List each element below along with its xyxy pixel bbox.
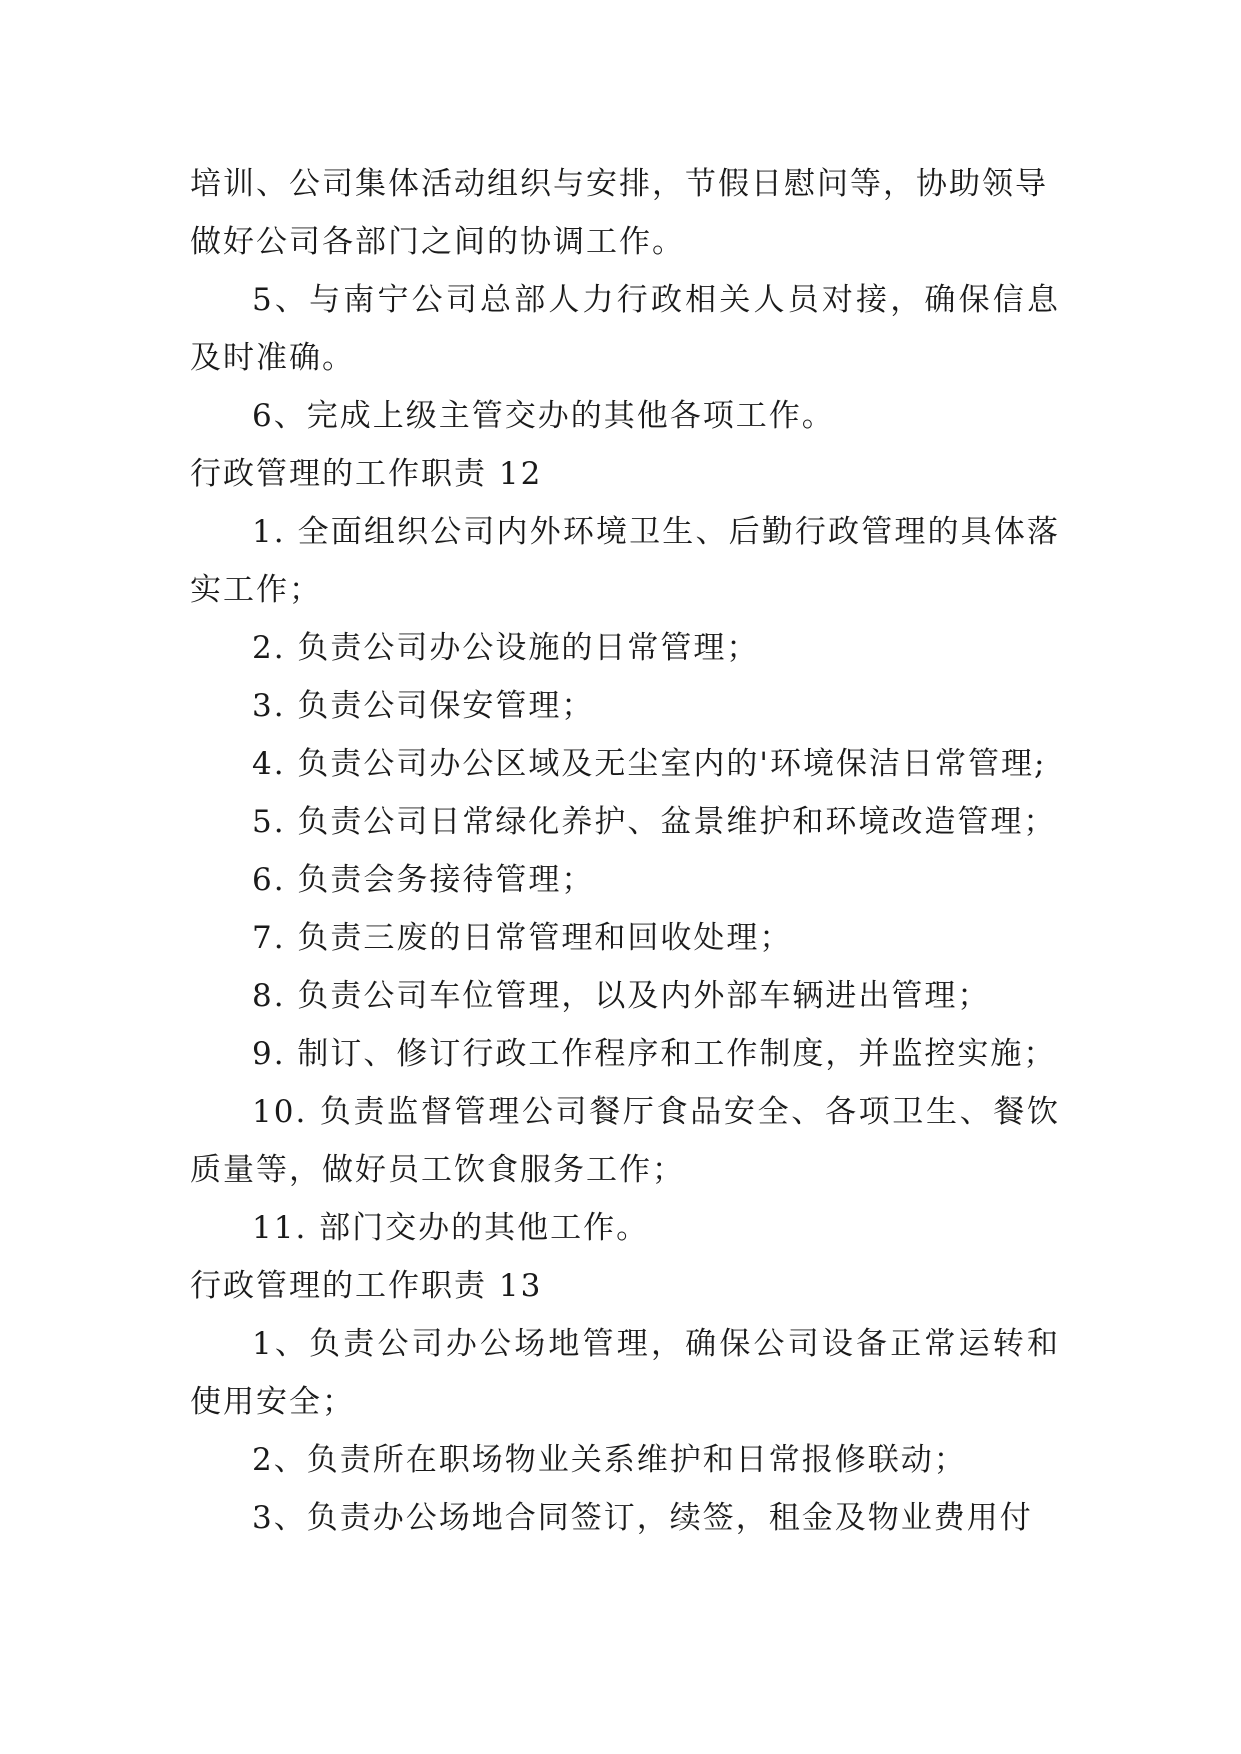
- list-item-12-9: 9. 制订、修订行政工作程序和工作制度，并监控实施；: [252, 1036, 1057, 1072]
- section-heading-12: 行政管理的工作职责 12: [190, 456, 543, 492]
- document-body: [190, 155, 1060, 1547]
- paragraph-item-5: 5、与南宁公司总部人力行政相关人员对接，确保信息及时准确。: [190, 282, 1060, 376]
- list-item-12-2: 2. 负责公司办公设施的日常管理；: [252, 630, 760, 666]
- list-item-12-10: 10. 负责监督管理公司餐厅食品安全、各项卫生、餐饮质量等，做好员工饮食服务工作；: [190, 1094, 1060, 1188]
- list-item-12-4: 4. 负责公司办公区域及无尘室内的'环境保洁日常管理;: [252, 746, 1047, 782]
- list-item-13-1: 1、负责公司办公场地管理，确保公司设备正常运转和使用安全；: [190, 1326, 1060, 1420]
- section-heading-13: 行政管理的工作职责 13: [190, 1268, 543, 1304]
- list-item-12-11: 11. 部门交办的其他工作。: [252, 1210, 650, 1246]
- list-item-12-3: 3. 负责公司保安管理；: [252, 688, 595, 724]
- list-item-12-1: 1. 全面组织公司内外环境卫生、后勤行政管理的具体落实工作；: [190, 514, 1060, 608]
- paragraph-continuation: 培训、公司集体活动组织与安排，节假日慰问等，协助领导做好公司各部门之间的协调工作。: [190, 166, 1048, 260]
- list-item-13-3: 3、负责办公场地合同签订，续签，租金及物业费用付: [252, 1500, 1033, 1536]
- paragraph-item-6: 6、完成上级主管交办的其他各项工作。: [252, 398, 835, 434]
- list-item-13-2: 2、负责所在职场物业关系维护和日常报修联动；: [252, 1442, 967, 1478]
- list-item-12-5: 5. 负责公司日常绿化养护、盆景维护和环境改造管理；: [252, 804, 1057, 840]
- list-item-12-8: 8. 负责公司车位管理，以及内外部车辆进出管理；: [252, 978, 991, 1014]
- list-item-12-7: 7. 负责三废的日常管理和回收处理；: [252, 920, 793, 956]
- list-item-12-6: 6. 负责会务接待管理；: [252, 862, 595, 898]
